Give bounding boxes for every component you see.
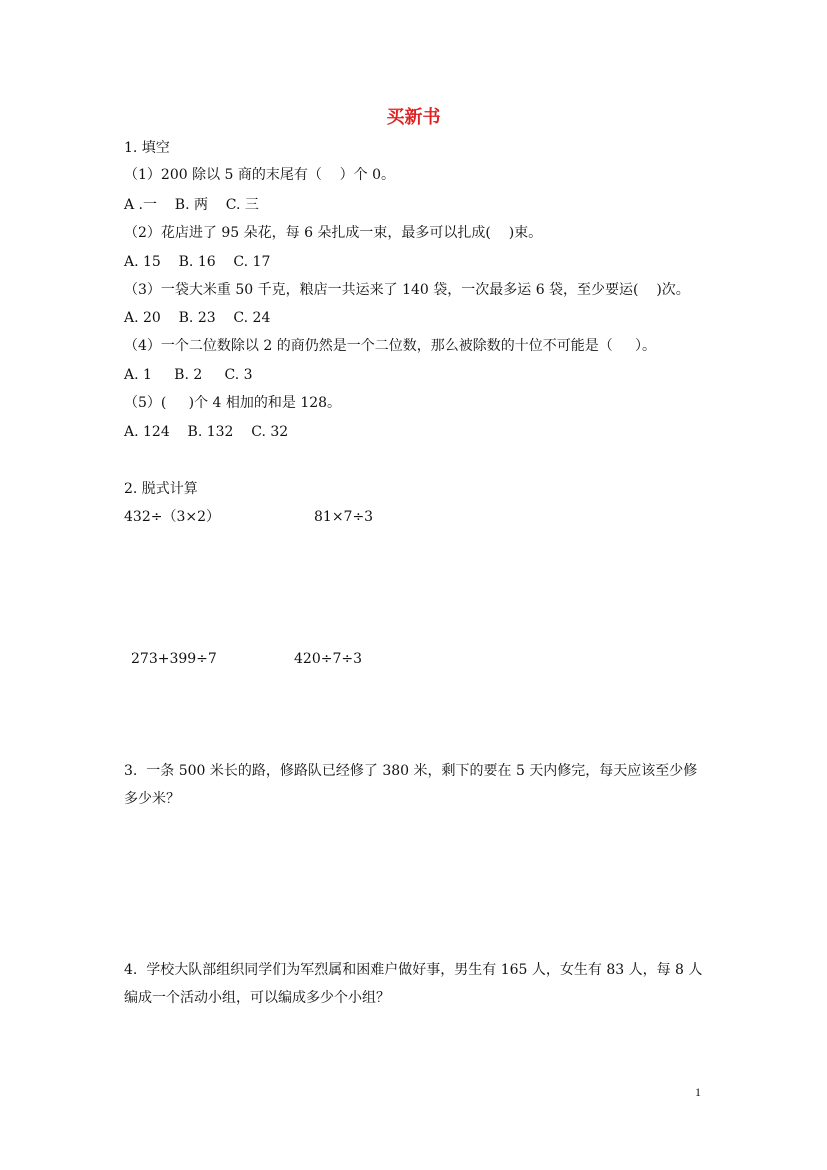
question-4-stem: （4）一个二位数除以 2 的商仍然是一个二位数，那么被除数的十位不可能是（ ）。 <box>124 338 656 354</box>
question-2-options: A. 15 B. 16 C. 17 <box>124 254 271 270</box>
expression-2: 81×7÷3 <box>314 509 374 525</box>
page-number: 1 <box>695 1085 701 1099</box>
question-3-text-line-2: 多少米？ <box>124 791 180 807</box>
section-1-heading: 1. 填空 <box>124 140 170 156</box>
question-4-options: A. 1 B. 2 C. 3 <box>124 367 253 383</box>
question-4-text-line-2: 编成一个活动小组，可以编成多少个小组？ <box>124 990 390 1006</box>
page-title: 买新书 <box>386 107 441 128</box>
question-4-text-line-1: 4. 学校大队部组织同学们为军烈属和困难户做好事，男生有 165 人，女生有 83 人，每 8 人 <box>124 962 703 978</box>
section-2-heading: 2. 脱式计算 <box>124 481 198 497</box>
question-1-stem: （1）200 除以 5 商的末尾有（ ）个 0。 <box>124 167 396 183</box>
expression-3: 273+399÷7 <box>131 651 217 667</box>
question-3-stem: （3）一袋大米重 50 千克，粮店一共运来了 140 袋，一次最多运 6 袋，至少要运( )次。 <box>124 282 690 298</box>
question-2-stem: （2）花店进了 95 朵花，每 6 朵扎成一束，最多可以扎成( )束。 <box>124 225 543 241</box>
expression-1: 432÷（3×2） <box>124 509 220 525</box>
question-3-options: A. 20 B. 23 C. 24 <box>124 310 271 326</box>
question-5-options: A. 124 B. 132 C. 32 <box>124 424 289 440</box>
question-1-options: A .一 B. 两 C. 三 <box>124 197 259 213</box>
question-5-stem: （5）( )个 4 相加的和是 128。 <box>124 395 342 411</box>
expression-4: 420÷7÷3 <box>294 651 362 667</box>
question-3-text-line-1: 3. 一条 500 米长的路，修路队已经修了 380 米，剩下的要在 5 天内修完，每天应该至少修 <box>124 763 698 779</box>
